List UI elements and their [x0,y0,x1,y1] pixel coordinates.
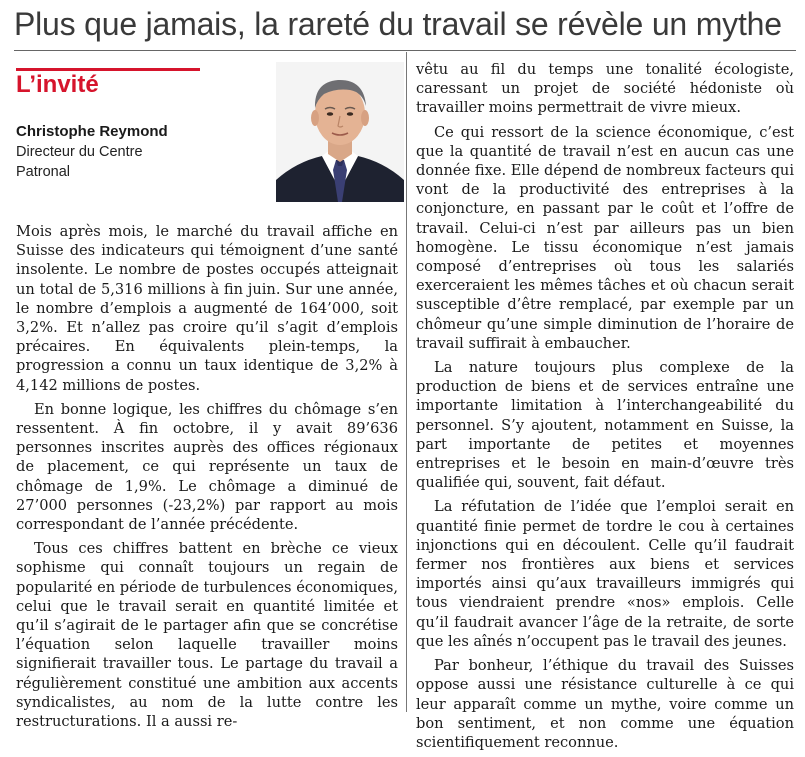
article-paragraph: Ce qui ressort de la science économique, c’est que la quantité de travail n’est en aucun cas une donnée fixe. Elle dépend de nombreux facteurs qui vont de la productivité des entreprises à la conjoncture, en passant par le coût et l’offre de travail. Celui-ci n’est par ailleurs pas un bien homogène. Le tissu économique n’est jamais composé d’entreprises où tous les salariés exerceraient les mêmes tâches et où chacun serait susceptible d’être remplacé, par exemple par un chômeur qu’une simple diminution de l’horaire de travail suffirait à embaucher. [416,123,794,352]
column-divider [406,52,407,712]
top-rule [14,50,796,51]
headline: Plus que jamais, la rareté du travail se révèle un mythe [14,6,782,42]
article-paragraph: Par bonheur, l’éthique du travail des Suisses oppose aussi une résistance culturelle à ce qui leur apparaît comme un mythe, voire comme un bon sentiment, et non comme une équation scientifiquement reconnue. [416,657,794,751]
article-paragraph: La nature toujours plus complexe de la production de biens et de services entraîne une importante limitation à l’interchangeabilité du personnel. S’y ajoutent, notamment en Suisse, la part importante de petites et moyennes entreprises et le besoin en main-d’œuvre très qualifiée qui, souvent, fait défaut. [416,359,794,492]
left-column [16,222,398,736]
article-paragraph: En bonne logique, les chiffres du chômage s’en ressentent. À fin octobre, il y avait 89’636 personnes inscrites auprès des offices régionaux de placement, ce qui représente un taux de chômage de 1,9%. Le chômage a diminué de 27’000 personnes (-23,2%) par rapport au mois correspondant de l’année précédente. [16,400,398,534]
portrait-illustration [276,62,404,202]
right-column [416,60,794,757]
article-paragraph: La réfutation de l’idée que l’emploi serait en quantité finie permet de tordre le cou à certaines injonctions qui en découlent. Celle qu’il faudrait fermer nos frontières aux biens et services importés ainsi qu’aux travailleurs immigrés qui tous viendraient prendre «nos» emplois. Celle qu’il faudrait avancer l’âge de la retraite, de sorte que les aînés n’occupent pas le travail des jeunes. [416,498,794,650]
article-paragraph: vêtu au fil du temps une tonalité écologiste, caressant un projet de société hédoniste où travailler moins permettrait de vivre mieux. [416,61,794,117]
article-paragraph: Tous ces chiffres battent en brèche ce vieux sophisme qui connaît toujours un regain de popularité en période de turbulences économiques, celui que le travail serait en quantité limitée et qu’il s’agirait de le partager afin que se concrétise l’équation selon laquelle travailler moins signifierait travailler tous. Le partage du travail a régulièrement constitué une ambition aux accents syndicalistes, au nom de la lutte contre les restructurations. Il a aussi re- [16,540,398,731]
author-role: Directeur du Centre Patronal [16,144,143,180]
author-name: Christophe Reymond [16,123,168,140]
section-label: L’invité [16,71,99,98]
article-paragraph: Mois après mois, le marché du travail affiche en Suisse des indicateurs qui témoignent d’une santé insolente. Le nombre de postes occupés atteignait un total de 5,316 millions à fin juin. Sur une année, le nombre d’emplois a augmenté de 164’000, soit 3,2%. Et n’allez pas croire qu’il s’agit d’emplois précaires. En équivalents plein-temps, la progression a connu un taux identique de 3,2% à 4,142 millions de postes. [16,223,398,394]
author-portrait [276,62,404,202]
